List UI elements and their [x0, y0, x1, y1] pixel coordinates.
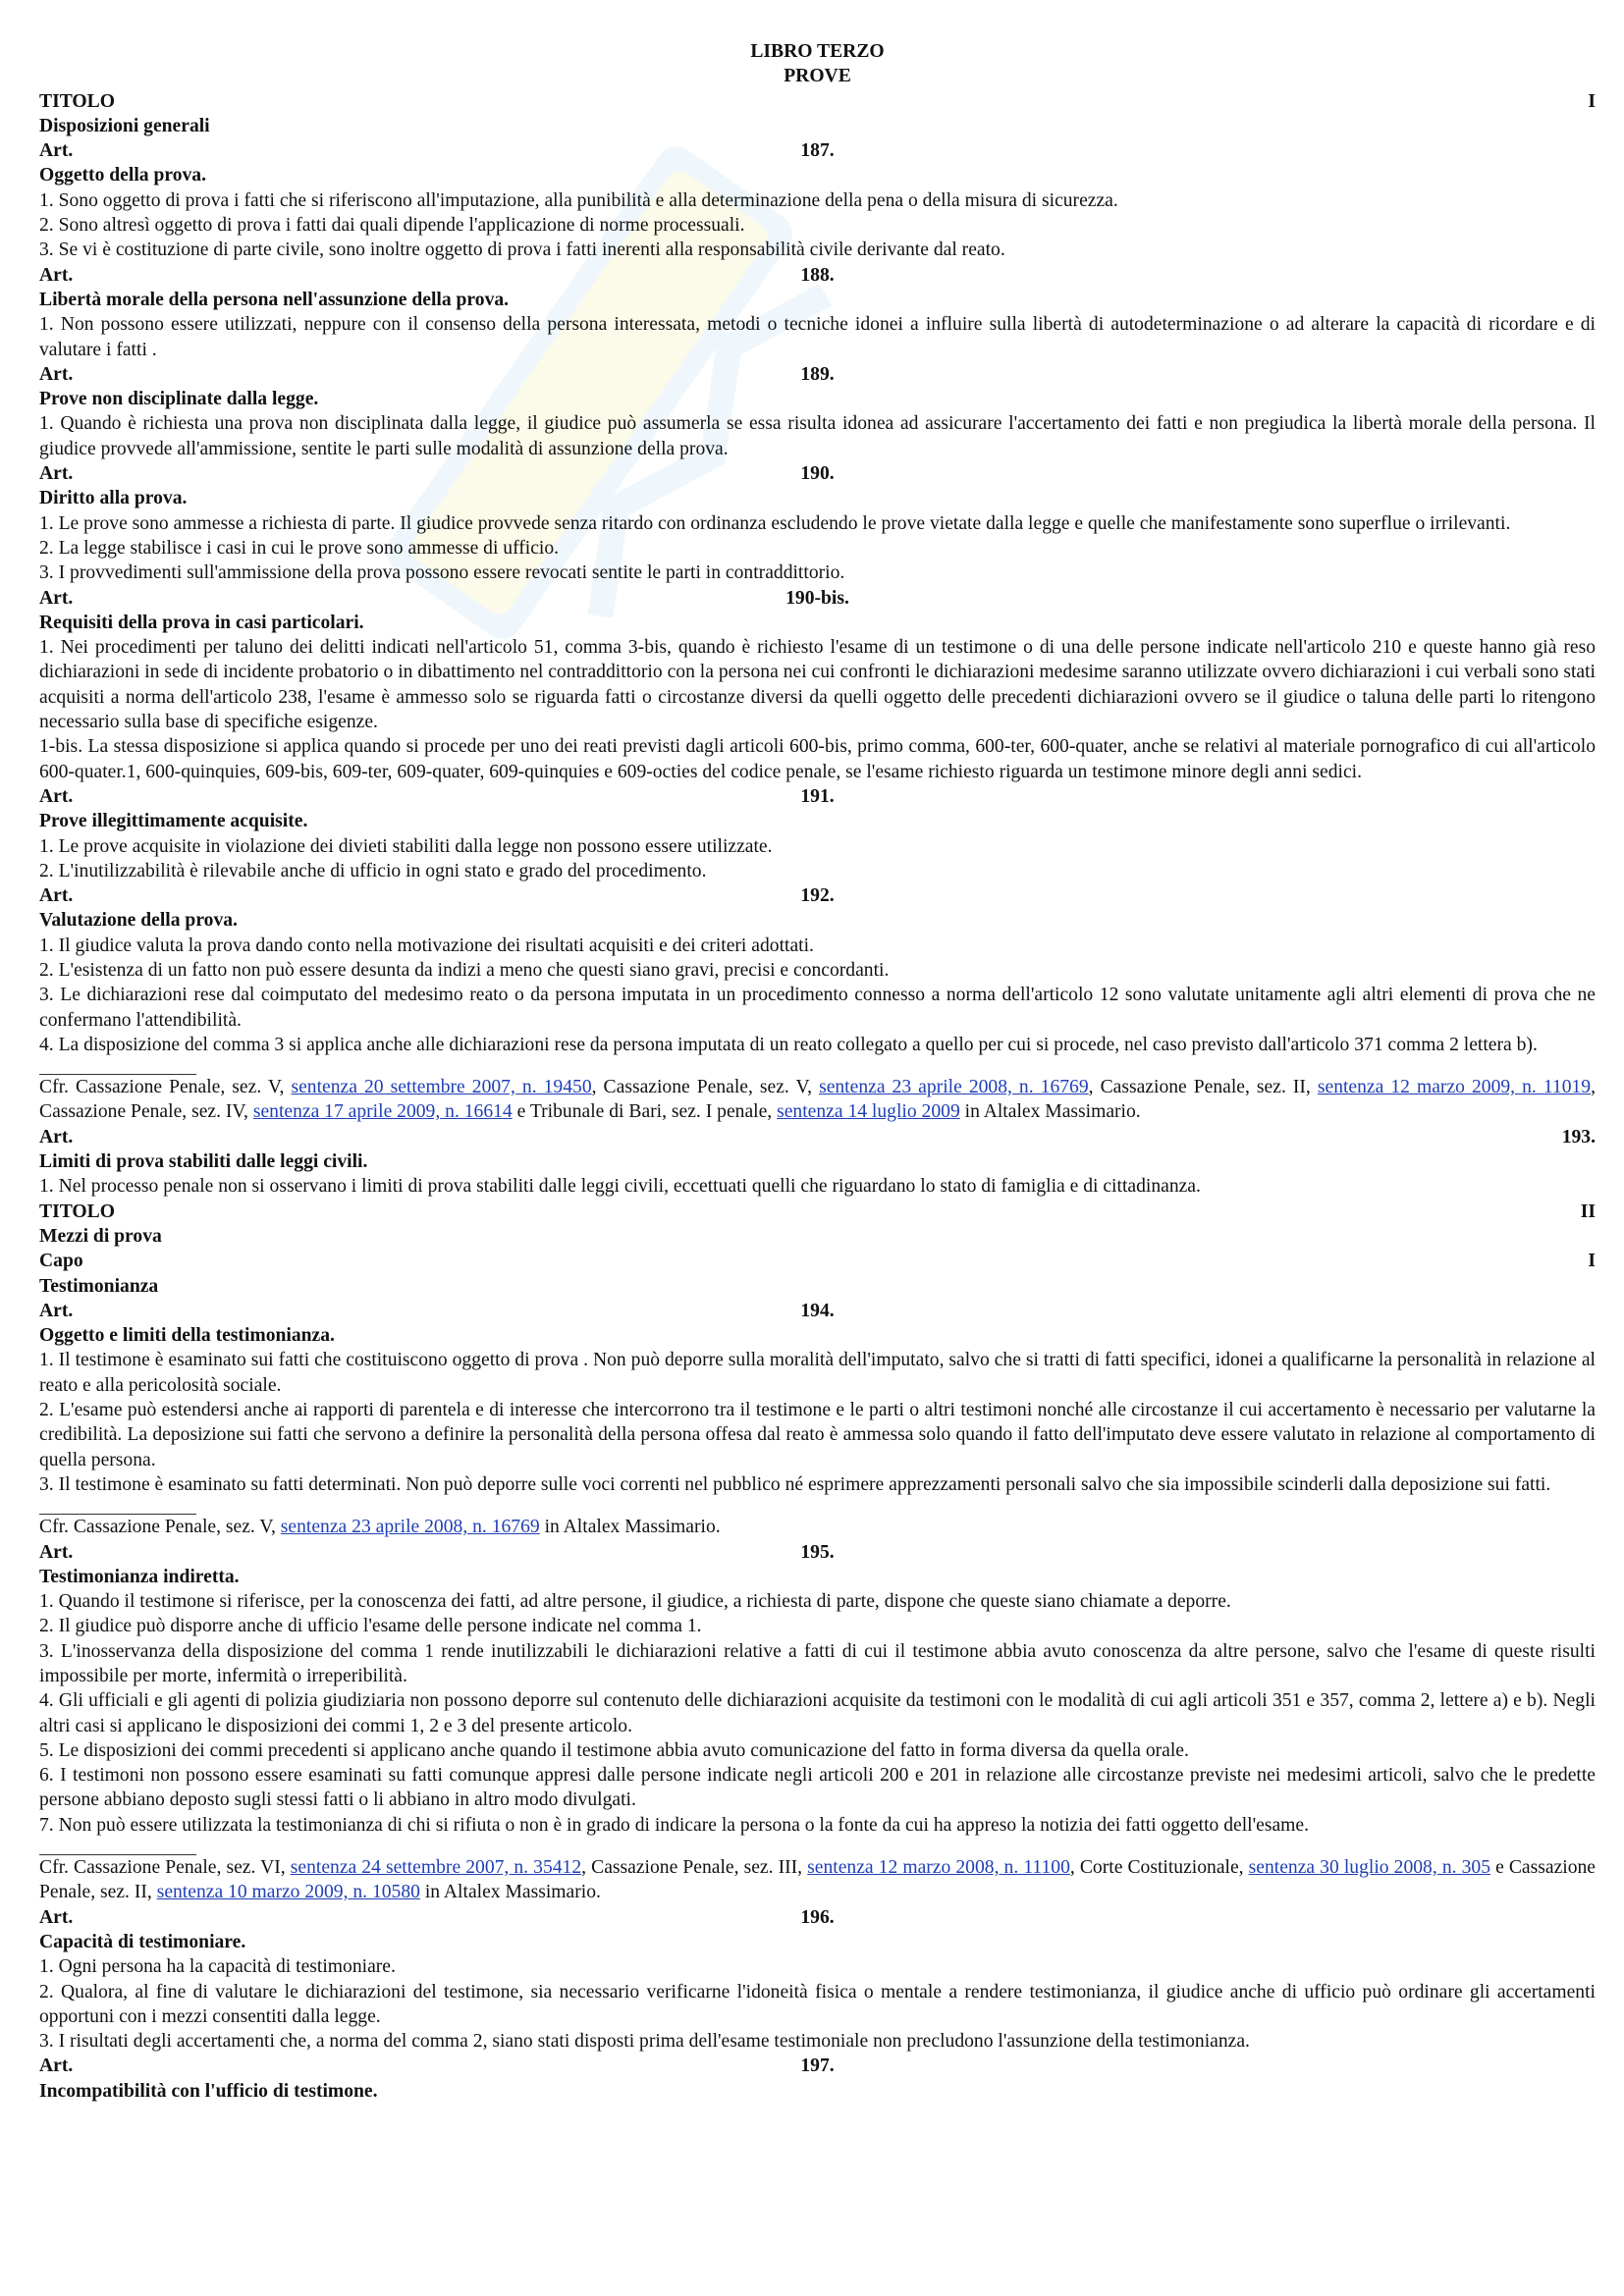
footnote-195 [39, 1855, 1596, 1905]
capo-name: Testimonianza [39, 1275, 159, 1297]
article-header-194 [39, 1299, 1596, 1323]
art-number: 188. [800, 264, 835, 286]
paragraph: 3. Il testimone è esaminato su fatti determinati. Non può deporre sulle voci correnti nel pubblico né esprimere apprezzamenti personali salvo che sia impossibile scinderli dalla deposizione sui fatti. [39, 1473, 1551, 1495]
paragraph: 2. L'esistenza di un fatto non può essere desunta da indizi a meno che questi siano gravi, precisi e concordanti. [39, 959, 890, 981]
paragraph: 2. L'inutilizzabilità è rilevabile anche di ufficio in ogni stato e grado del procedimento. [39, 860, 707, 881]
footnote-text: Cfr. Cassazione Penale, sez. V, [39, 1517, 281, 1538]
capo-1-row [39, 1249, 1596, 1273]
paragraph: 1. Le prove acquisite in violazione dei divieti stabiliti dalla legge non possono essere utilizzate. [39, 835, 773, 857]
paragraph: 1. Il giudice valuta la prova dando conto nella motivazione dei risultati acquisiti e dei criteri adottati. [39, 934, 814, 956]
citation-link[interactable]: sentenza 24 settembre 2007, n. 35412 [290, 1857, 582, 1879]
citation-link[interactable]: sentenza 12 marzo 2008, n. 11100 [807, 1857, 1070, 1879]
paragraph: 1-bis. La stessa disposizione si applica quando si procede per uno dei reati previsti dagli articoli 600-bis, primo comma, 600-ter, 600-quater, anche se relativi al materiale pornografico di cui all'articolo 600-quater.1, 600-quinquies, 609-bis, 609-ter, 609-quater, 609-quinquies e 609-octies del codice penale, se l'esame richiesto riguarda un testimone minore degli anni sedici. [39, 736, 1596, 782]
article-title: Prove non disciplinate dalla legge. [39, 389, 319, 410]
paragraph: 2. L'esame può estendersi anche ai rapporti di parentela e di interesse che intercorrono tra il testimone e le parti o altri testimoni nonché alle circostanze il cui accertamento è necessario per valutarne la credibilità. La deposizione sui fatti che servono a definire la personalità della persona offesa dal reato è ammessa solo quando il fatto dell'imputato deve essere valutato in relazione al comportamento di quella persona. [39, 1400, 1596, 1470]
article-title: Oggetto e limiti della testimonianza. [39, 1325, 335, 1347]
article-header-190-bis [39, 586, 1596, 611]
footnote-194 [39, 1515, 1596, 1539]
paragraph: 2. Sono altresì oggetto di prova i fatti dai quali dipende l'applicazione di norme processuali. [39, 215, 745, 237]
art-number: 195. [800, 1541, 835, 1563]
paragraph: 4. La disposizione del comma 3 si applica anche alle dichiarazioni rese da persona imputata di un reato collegato a quello per cui si procede, nel caso previsto dall'articolo 371 comma 2 lettera b). [39, 1034, 1538, 1055]
art-number: 192. [800, 885, 835, 907]
art-label: Art. [39, 463, 74, 485]
article-header-188 [39, 263, 1596, 288]
article-title: Requisiti della prova in casi particolari. [39, 612, 364, 633]
art-label: Art. [39, 785, 74, 807]
paragraph: 1. Quando è richiesta una prova non disciplinata dalla legge, il giudice può assumerla se essa risulta idonea ad assicurare l'accertamento dei fatti e non pregiudica la libertà morale della persona. Il giudice provvede all'ammissione, sentite le parti sulle modalità di assunzione della prova. [39, 413, 1596, 459]
paragraph: 1. Non possono essere utilizzati, neppure con il consenso della persona interessata, metodi o tecniche idonei a influire sulla libertà di autodeterminazione o ad alterare la capacità di ricordare e di valutare i fatti . [39, 314, 1596, 360]
paragraph: 3. L'inosservanza della disposizione del comma 1 rende inutilizzabili le dichiarazioni relative a fatti di cui il testimone abbia avuto conoscenza da altre persone, salvo che l'esame di queste risulti impossibile per morte, infermità o irreperibilità. [39, 1640, 1596, 1686]
citation-link[interactable]: sentenza 23 aprile 2008, n. 16769 [819, 1077, 1089, 1098]
art-number: 191. [800, 785, 835, 807]
article-header-192 [39, 883, 1596, 908]
article-title: Incompatibilità con l'ufficio di testimone. [39, 2080, 378, 2102]
article-title: Valutazione della prova. [39, 910, 238, 932]
paragraph: 6. I testimoni non possono essere esaminati su fatti comunque appresi dalle persone indicate negli articoli 200 e 201 in relazione alle circostanze previste nei medesimi articoli, salvo che le predette persone abbiano deposto sugli stessi fatti o li abbiano in altro modo divulgati. [39, 1765, 1596, 1811]
paragraph: 3. I provvedimenti sull'ammissione della prova possono essere revocati sentite le parti in contraddittorio. [39, 562, 845, 584]
capo-number: I [1588, 1251, 1596, 1272]
article-title: Limiti di prova stabiliti dalle leggi civili. [39, 1151, 368, 1173]
article-title: Testimonianza indiretta. [39, 1566, 240, 1587]
paragraph: 1. Nel processo penale non si osservano i limiti di prova stabiliti dalle leggi civili, eccettuati quelli che riguardano lo stato di famiglia e di cittadinanza. [39, 1176, 1201, 1198]
art-label: Art. [39, 140, 74, 162]
footnote-192 [39, 1075, 1596, 1125]
article-title: Oggetto della prova. [39, 165, 206, 187]
citation-link[interactable]: sentenza 20 settembre 2007, n. 19450 [291, 1077, 592, 1098]
paragraph: 3. I risultati degli accertamenti che, a norma del comma 2, siano stati disposti prima dell'esame testimoniale non precludono l'assunzione della testimonianza. [39, 2031, 1250, 2053]
art-label: Art. [39, 363, 74, 385]
capo-label: Capo [39, 1251, 83, 1272]
footnote-text: e Tribunale di Bari, sez. I penale, [512, 1101, 778, 1123]
footnote-text: in Altalex Massimario. [539, 1517, 721, 1538]
art-number: 193. [1561, 1126, 1596, 1148]
footnote-text: , Corte Costituzionale, [1069, 1857, 1249, 1879]
art-number: 187. [800, 140, 835, 162]
titolo-number: II [1580, 1201, 1596, 1222]
art-number: 189. [800, 363, 835, 385]
citation-link[interactable]: sentenza 23 aprile 2008, n. 16769 [280, 1517, 540, 1538]
paragraph: 1. Ogni persona ha la capacità di testimoniare. [39, 1956, 396, 1978]
paragraph: 2. La legge stabilisce i casi in cui le prove sono ammesse di ufficio. [39, 537, 560, 559]
footnote-text: e Cassazione Penale, sez. II, [39, 1857, 1597, 1903]
footnote-text: in Altalex Massimario. [959, 1101, 1141, 1123]
article-header-187 [39, 138, 1596, 163]
art-number: 196. [800, 1906, 835, 1928]
art-number: 190. [800, 463, 835, 485]
art-label: Art. [39, 264, 74, 286]
art-label: Art. [39, 1300, 74, 1321]
titolo-name: Disposizioni generali [39, 115, 210, 136]
article-header-193 [39, 1125, 1596, 1149]
citation-link[interactable]: sentenza 17 aprile 2009, n. 16614 [252, 1101, 513, 1123]
paragraph: 1. Sono oggetto di prova i fatti che si riferiscono all'imputazione, alla punibilità e alla determinazione della pena o della misura di sicurezza. [39, 189, 1118, 211]
book-subtitle: PROVE [784, 66, 851, 87]
titolo-number: I [1588, 90, 1596, 112]
document-page [39, 39, 1596, 2104]
art-number: 197. [800, 2056, 835, 2077]
footnote-text: in Altalex Massimario. [419, 1882, 601, 1903]
art-number: 194. [800, 1300, 835, 1321]
paragraph: 1. Quando il testimone si riferisce, per la conoscenza dei fatti, ad altre persone, il giudice, a richiesta di parte, dispone che queste siano chiamate a deporre. [39, 1591, 1231, 1613]
footnote-text: , Cassazione Penale, sez. IV, [39, 1077, 1596, 1123]
article-header-195 [39, 1540, 1596, 1565]
citation-link[interactable]: sentenza 30 luglio 2008, n. 305 [1248, 1857, 1490, 1879]
paragraph: 7. Non può essere utilizzata la testimonianza di chi si rifiuta o non è in grado di indicare la persona o la fonte da cui ha appreso la notizia dei fatti oggetto dell'esame. [39, 1814, 1310, 1836]
art-label: Art. [39, 1541, 74, 1563]
art-label: Art. [39, 1906, 74, 1928]
titolo-2-row [39, 1200, 1596, 1224]
article-header-189 [39, 362, 1596, 387]
art-number: 190-bis. [785, 587, 849, 609]
article-header-196 [39, 1905, 1596, 1930]
paragraph: 2. Il giudice può disporre anche di ufficio l'esame delle persone indicate nel comma 1. [39, 1616, 702, 1637]
citation-link[interactable]: sentenza 10 marzo 2009, n. 10580 [156, 1882, 420, 1903]
titolo-label: TITOLO [39, 90, 115, 112]
book-title: LIBRO TERZO [750, 41, 885, 62]
titolo-label: TITOLO [39, 1201, 115, 1222]
paragraph: 3. Se vi è costituzione di parte civile, sono inoltre oggetto di prova i fatti inerenti alla responsabilità civile derivante dal reato. [39, 240, 1005, 261]
article-title: Libertà morale della persona nell'assunzione della prova. [39, 289, 510, 310]
paragraph: 5. Le disposizioni dei commi precedenti si applicano anche quando il testimone abbia avuto comunicazione del fatto in forma diversa da quella orale. [39, 1739, 1189, 1761]
paragraph: 1. Il testimone è esaminato sui fatti che costituiscono oggetto di prova . Non può deporre sulla moralità dell'imputato, salvo che si tratti di fatti specifici, idonei a qualificarne la personalità in relazione al reato e alla pericolosità sociale. [39, 1350, 1596, 1396]
citation-link[interactable]: sentenza 14 luglio 2009 [777, 1101, 960, 1123]
footnote-text: , Cassazione Penale, sez. III, [581, 1857, 808, 1879]
citation-link[interactable]: sentenza 12 marzo 2009, n. 11019 [1317, 1077, 1592, 1098]
art-label: Art. [39, 885, 74, 907]
art-label: Art. [39, 2056, 74, 2077]
article-title: Capacità di testimoniare. [39, 1931, 246, 1952]
paragraph: 4. Gli ufficiali e gli agenti di polizia giudiziaria non possono deporre sul contenuto delle dichiarazioni acquisite da testimoni con le modalità di cui agli articoli 351 e 357, comma 2, lettere a) e b). Negli altri casi si applicano le disposizioni dei commi 1, 2 e 3 del presente articolo. [39, 1690, 1596, 1736]
article-title: Prove illegittimamente acquisite. [39, 811, 308, 832]
paragraph: 1. Nei procedimenti per taluno dei delitti indicati nell'articolo 51, comma 3-bis, quando è richiesto l'esame di un testimone o di una delle persone indicate nell'articolo 210 e queste hanno già reso dichiarazioni in sede di incidente probatorio o in dibattimento nel contraddittorio con la persona nei cui confronti le dichiarazioni medesime saranno utilizzate ovvero dichiarazioni i cui verbali sono stati acquisiti a norma dell'articolo 238, l'esame è ammesso solo se riguarda fatti o circostanze diversi da quelli oggetto delle precedenti dichiarazioni ovvero se il giudice o taluna delle parti lo ritengono necessario sulla base di specifiche esigenze. [39, 637, 1596, 733]
footnote-text: , Cassazione Penale, sez. II, [1088, 1077, 1318, 1098]
article-header-190 [39, 461, 1596, 486]
titolo-name: Mezzi di prova [39, 1225, 162, 1247]
article-header-191 [39, 784, 1596, 809]
paragraph: 3. Le dichiarazioni rese dal coimputato del medesimo reato o da persona imputata in un procedimento connesso a norma dell'articolo 12 sono valutate unitamente agli altri elementi di prova che ne confermano l'attendibilità. [39, 985, 1596, 1031]
footnote-text: Cfr. Cassazione Penale, sez. V, [39, 1077, 292, 1098]
footnote-text: Cfr. Cassazione Penale, sez. VI, [39, 1857, 291, 1879]
paragraph: 2. Qualora, al fine di valutare le dichiarazioni del testimone, sia necessario verificarne l'idoneità fisica o mentale a rendere testimonianza, il giudice anche di ufficio può ordinare gli accertamenti opportuni con i mezzi consentiti dalla legge. [39, 1981, 1596, 2027]
art-label: Art. [39, 1126, 74, 1148]
article-header-197 [39, 2054, 1596, 2078]
paragraph: 1. Le prove sono ammesse a richiesta di parte. Il giudice provvede senza ritardo con ordinanza escludendo le prove vietate dalla legge e quelle che manifestamente sono superflue o irrilevanti. [39, 512, 1511, 534]
titolo-1-row [39, 89, 1596, 114]
footnote-text: , Cassazione Penale, sez. V, [591, 1077, 820, 1098]
art-label: Art. [39, 587, 74, 609]
article-title: Diritto alla prova. [39, 488, 188, 509]
